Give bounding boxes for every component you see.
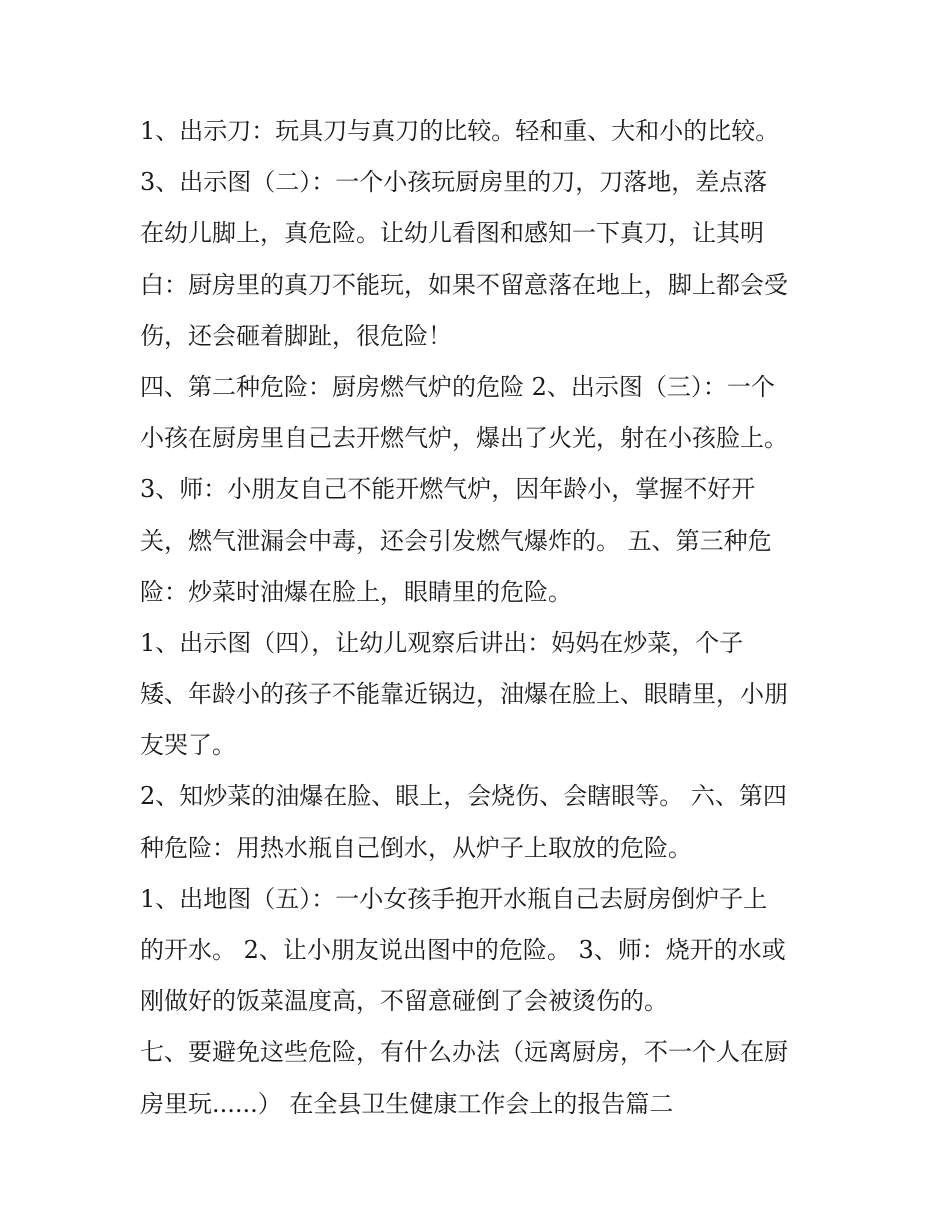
text-line: 友哭了。	[140, 731, 236, 760]
text-line: 险：炒菜时油爆在脸上，眼睛里的危险。	[140, 577, 572, 606]
text-line: 刚做好的饭菜温度高，不留意碰倒了会被烫伤的。	[140, 987, 668, 1016]
text-line: 的开水。 2、让小朋友说出图中的危险。 3、师：烧开的水或	[140, 936, 786, 964]
text-line: 3、师：小朋友自己不能开燃气炉，因年龄小，掌握不好开	[140, 475, 756, 504]
text-line: 在幼儿脚上，真危险。让幼儿看图和感知一下真刀，让其明	[140, 219, 764, 248]
text-line: 1、出示刀：玩具刀与真刀的比较。轻和重、大和小的比较。	[140, 117, 780, 145]
text-line: 四、第二种危险：厨房燃气炉的危险 2、出示图（三）：一个	[140, 372, 775, 401]
text-line: 1、出示图（四），让幼儿观察后讲出：妈妈在炒菜，个子	[140, 628, 744, 657]
text-line: 伤，还会砸着脚趾，很危险！	[140, 321, 452, 350]
text-line: 3、出示图（二）：一个小孩玩厨房里的刀，刀落地，差点落	[140, 168, 768, 197]
text-line: 关，燃气泄漏会中毒，还会引发燃气爆炸的。 五、第三种危	[140, 526, 772, 555]
document-body	[140, 106, 820, 1130]
text-line: 1、出地图（五）：一小女孩手抱开水瓶自己去厨房倒炉子上	[140, 884, 768, 913]
text-line: 2、知炒菜的油爆在脸、眼上，会烧伤、会瞎眼等。 六、第四	[140, 782, 787, 811]
text-line: 七、要避免这些危险，有什么办法（远离厨房，不一个人在厨	[140, 1038, 788, 1067]
text-line: 种危险：用热水瓶自己倒水，从炉子上取放的危险。	[140, 833, 692, 862]
text-line: 矮、年龄小的孩子不能靠近锅边，油爆在脸上、眼睛里，小朋	[140, 680, 788, 709]
text-line: 房里玩......） 在全县卫生健康工作会上的报告篇二	[140, 1089, 674, 1118]
text-line: 白：厨房里的真刀不能玩，如果不留意落在地上，脚上都会受	[140, 270, 788, 299]
text-line: 小孩在厨房里自己去开燃气炉，爆出了火光，射在小孩脸上。	[140, 424, 788, 453]
